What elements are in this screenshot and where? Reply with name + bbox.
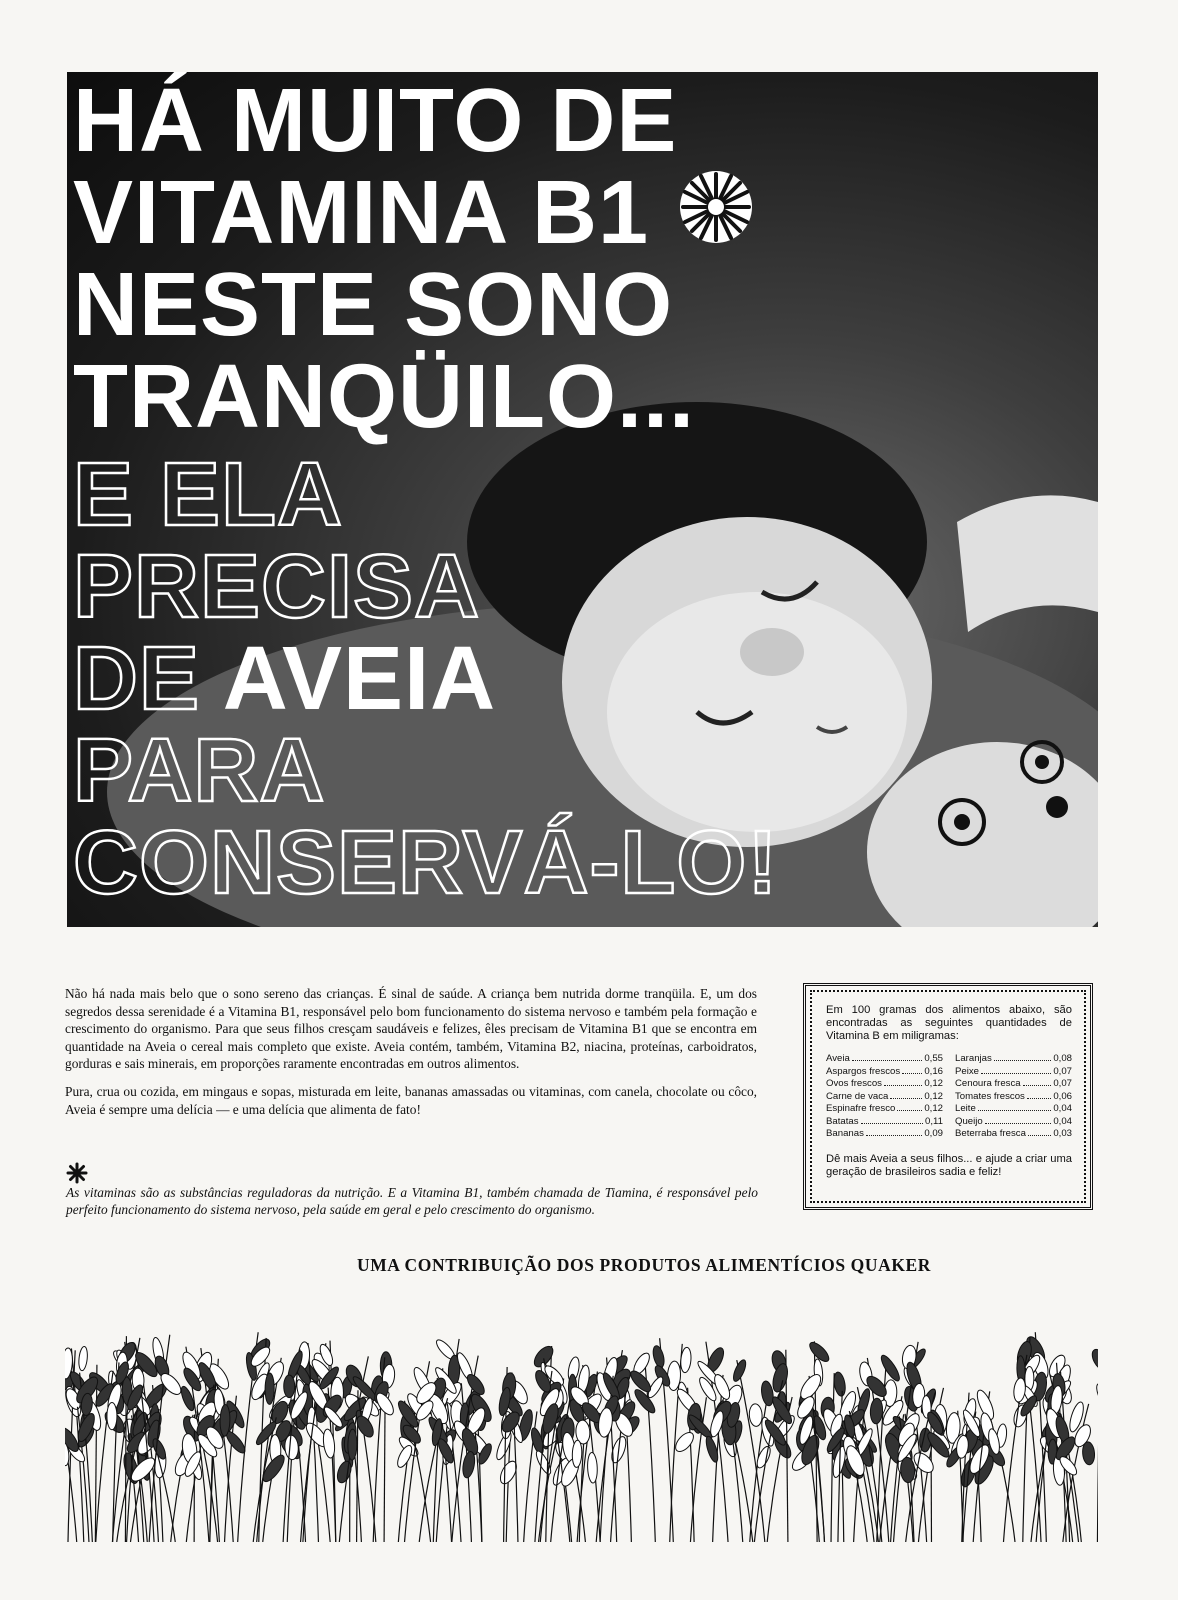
- oat-grain: [220, 1404, 231, 1436]
- oat-stem: [95, 1365, 97, 1542]
- vitamin-value: 0,07: [1053, 1078, 1072, 1089]
- table-outro: Dê mais Aveia a seus filhos... e ajude a criar uma geração de brasileiros sadia e feliz!: [826, 1152, 1072, 1178]
- vitamin-value: 0,12: [924, 1078, 943, 1089]
- food-name: Leite: [955, 1103, 976, 1114]
- hero-photo: [67, 72, 1098, 927]
- table-row: [955, 1103, 1072, 1116]
- oat-grain: [65, 1399, 66, 1429]
- dot-leader: [1027, 1098, 1051, 1099]
- vitamin-value: 0,12: [924, 1103, 943, 1114]
- oat-grain: [672, 1429, 696, 1454]
- oat-stem: [65, 1403, 77, 1542]
- oat-grain: [651, 1345, 666, 1369]
- headline-line-1: HÁ MUITO DE: [73, 72, 678, 171]
- table-intro: Em 100 gramas dos alimentos abaixo, são encontradas as seguintes quantidades de Vitamina B em miligramas:: [826, 1004, 1072, 1042]
- table-row: [955, 1116, 1072, 1129]
- vitamin-value: 0,08: [1053, 1053, 1072, 1064]
- vitamin-value: 0,16: [924, 1065, 943, 1077]
- oat-grain: [870, 1398, 883, 1424]
- oat-grain: [461, 1451, 476, 1479]
- food-name: Laranjas: [955, 1053, 992, 1064]
- body-paragraph-1: Não há nada mais belo que o sono sereno das crianças. É sinal de saúde. A criança bem nutrida dorme tranqüila. E, um dos segredos dessa serenidade é a Vitamina B1, responsável pelo bom funcionamento do sistema nervoso e também pela formação e crescimento do organismo. Para que seus filhos cresçam saudáveis e felizes, êles precisam de Vitamina B1 que se encontra em quantidade na Aveia o cereal mais completo que existe. Aveia contém, também, Vitamina B2, niacina, proteínas, carboidratos, gorduras e sais minerais, em proporções raramente encontradas em outros alimentos.: [65, 986, 757, 1072]
- oat-grain: [107, 1403, 117, 1430]
- food-name: Ovos frescos: [826, 1078, 882, 1089]
- dot-leader: [866, 1135, 922, 1136]
- dot-leader: [852, 1060, 922, 1061]
- food-name: Tomates frescos: [955, 1090, 1025, 1102]
- headline-line-8: PARA: [73, 721, 326, 821]
- vitamin-value: 0,55: [924, 1053, 943, 1064]
- table-row: [826, 1103, 943, 1116]
- oat-grain: [497, 1387, 512, 1417]
- headline-line-4: TRANQÜILO...: [73, 347, 695, 447]
- vitamin-value: 0,11: [925, 1115, 943, 1127]
- oat-grain: [395, 1443, 415, 1469]
- table-row: [826, 1116, 943, 1129]
- oat-field-illustration: [65, 1322, 1098, 1542]
- oat-grain: [150, 1437, 168, 1461]
- headline-line-7: [73, 629, 497, 729]
- oat-grain: [749, 1404, 763, 1427]
- vitamin-value: 0,04: [1053, 1115, 1072, 1127]
- table-row: [955, 1066, 1072, 1079]
- table-row: [826, 1091, 943, 1104]
- oat-grain: [1089, 1347, 1098, 1372]
- small-asterisk-icon: [66, 1162, 88, 1184]
- headline-line-2: VITAMINA B1: [73, 163, 650, 263]
- vitamin-table-box: [803, 983, 1093, 1210]
- oat-stem: [1097, 1345, 1098, 1542]
- dot-leader: [1028, 1135, 1051, 1136]
- quaker-tagline: UMA CONTRIBUIÇÃO DOS PRODUTOS ALIMENTÍCIOS QUAKER: [356, 1255, 932, 1275]
- oat-stem: [931, 1408, 932, 1542]
- oat-grain: [78, 1346, 89, 1371]
- dot-leader: [981, 1073, 1051, 1074]
- vitamin-value: 0,07: [1053, 1065, 1072, 1077]
- food-name: Aveia: [826, 1053, 850, 1064]
- food-name: Beterraba fresca: [955, 1128, 1026, 1139]
- headline-line-5: E ELA: [73, 445, 344, 545]
- dot-leader: [902, 1073, 922, 1074]
- oat-grain: [284, 1375, 295, 1398]
- food-name: Peixe: [955, 1065, 979, 1077]
- headline-line-3: NESTE SONO: [73, 255, 674, 355]
- oat-grain: [265, 1373, 274, 1405]
- table-row: [826, 1053, 943, 1066]
- table-column-left: [826, 1053, 943, 1141]
- table-row: [826, 1066, 943, 1079]
- table-row: [955, 1078, 1072, 1091]
- headline-line-6: PRECISA: [73, 537, 481, 637]
- headline-de: DE: [73, 629, 223, 729]
- oat-grain: [755, 1445, 773, 1470]
- oat-grain: [322, 1428, 336, 1458]
- table-row: [955, 1128, 1072, 1141]
- table-row: [955, 1091, 1072, 1104]
- table-column-right: [955, 1053, 1072, 1141]
- food-name: Aspargos frescos: [826, 1065, 901, 1077]
- oat-grain: [731, 1358, 748, 1383]
- table-row: [826, 1128, 943, 1141]
- food-name: Carne de vaca: [826, 1090, 889, 1102]
- oat-grain: [348, 1429, 358, 1460]
- headline-aveia: AVEIA: [222, 629, 497, 729]
- vitamin-value: 0,04: [1053, 1103, 1072, 1114]
- dot-leader: [1023, 1085, 1052, 1086]
- dot-leader: [884, 1085, 922, 1086]
- oat-grain: [832, 1371, 846, 1397]
- food-name: Queijo: [955, 1115, 983, 1127]
- vitamin-value: 0,12: [924, 1090, 943, 1102]
- oat-grain: [1082, 1441, 1096, 1465]
- oat-grain: [900, 1457, 915, 1483]
- table-row: [826, 1078, 943, 1091]
- dot-leader: [861, 1123, 923, 1124]
- asterisk-icon: [677, 168, 755, 246]
- table-row: [955, 1053, 1072, 1066]
- dot-leader: [897, 1110, 922, 1111]
- oat-grain: [1094, 1382, 1098, 1410]
- body-copy: [65, 985, 757, 1128]
- oat-grain: [878, 1353, 902, 1383]
- vitamin-footnote: As vitaminas são as substâncias reguladoras da nutrição. E a Vitamina B1, também chamada de Tiamina, é responsável pelo perfeito funcionamento do sistema nervoso, pela saúde em geral e pelo crescimento do organismo.: [66, 1185, 758, 1217]
- dot-leader: [890, 1098, 922, 1099]
- food-name: Cenoura fresca: [955, 1078, 1021, 1089]
- body-paragraph-2: Pura, crua ou cozida, em mingaus e sopas, misturada em leite, bananas amassadas ou vitaminas, com canela, chocolate ou côco, Aveia é sempre uma delícia — e uma delícia que alimenta de fato!: [65, 1083, 757, 1117]
- food-name: Espinafre fresco: [826, 1103, 896, 1114]
- vitamin-value: 0,06: [1053, 1090, 1072, 1102]
- food-name: Bananas: [826, 1128, 864, 1139]
- dot-leader: [985, 1123, 1052, 1124]
- vitamin-value: 0,09: [924, 1128, 943, 1139]
- headline-line-9: CONSERVÁ-LO!: [73, 813, 779, 913]
- oat-grain: [587, 1452, 598, 1483]
- dot-leader: [978, 1110, 1052, 1111]
- dot-leader: [994, 1060, 1052, 1061]
- vitamin-value: 0,03: [1053, 1128, 1072, 1139]
- food-name: Batatas: [826, 1115, 859, 1127]
